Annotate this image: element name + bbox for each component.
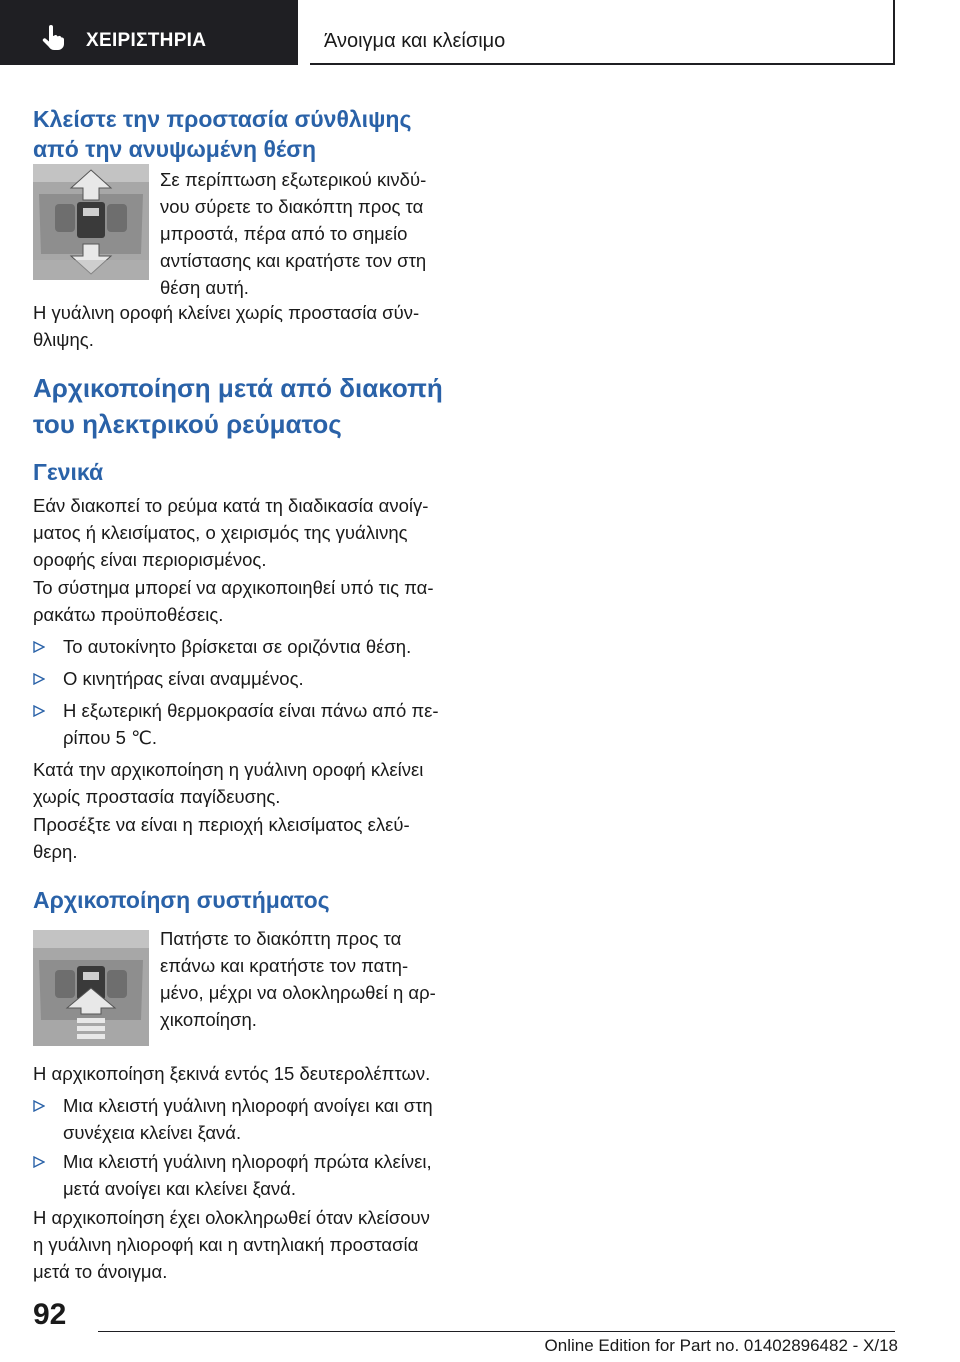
edition-text: Online Edition for Part no. 01402896482 - X/18 xyxy=(544,1336,898,1355)
subheading: Γενικά xyxy=(33,459,104,485)
paragraph: Η αρχικοποίηση ξεκινά εντός 15 δευτερολέπτων. xyxy=(33,1063,431,1084)
hand-pointer-icon xyxy=(40,25,66,51)
section-heading: Κλείστε την προστασία σύνθλιψης από την ανυψωμένη θέση xyxy=(33,106,412,162)
paragraph: Η γυάλινη οροφή κλείνει χωρίς προστασία σύν- θλιψης. xyxy=(33,302,420,350)
paragraph: Προσέξτε να είναι η περιοχή κλεισίματος ελεύ- θερη. xyxy=(33,814,410,862)
paragraph: Η αρχικοποίηση έχει ολοκληρωθεί όταν κλείσουν η γυάλινη ηλιοροφή και η αντηλιακή προστασία μετά το άνοιγμα. xyxy=(33,1207,430,1282)
paragraph: Το σύστημα μπορεί να αρχικοποιηθεί υπό τις πα- ρακάτω προϋποθέσεις. xyxy=(33,577,434,625)
section-tab xyxy=(0,0,298,65)
triangle-bullet-icon xyxy=(33,1156,45,1168)
triangle-bullet-icon xyxy=(33,705,45,717)
section-heading: Αρχικοποίηση μετά από διακοπή του ηλεκτρικού ρεύματος xyxy=(33,373,443,439)
page-number: 92 xyxy=(33,1298,67,1331)
triangle-bullet-icon xyxy=(33,1100,45,1112)
footer-divider xyxy=(98,1331,895,1332)
triangle-bullet-icon xyxy=(33,673,45,685)
figure-caption: Πατήστε το διακόπτη προς τα επάνω και κρατήστε τον πατη- μένο, μέχρι να ολοκληρωθεί η αρ- χικοποίηση. xyxy=(160,928,436,1030)
triangle-bullet-icon xyxy=(33,641,45,653)
section-label: ΧΕΙΡΙΣΤΗΡΙΑ xyxy=(86,30,207,51)
paragraph: Κατά την αρχικοποίηση η γυάλινη οροφή κλείνει χωρίς προστασία παγίδευσης. xyxy=(33,759,424,807)
section-heading: Αρχικοποίηση συστήματος xyxy=(33,887,330,913)
chapter-title-box xyxy=(310,0,895,65)
chapter-title: Άνοιγμα και κλείσιμο xyxy=(324,30,506,52)
switch-press-up-illustration xyxy=(33,930,149,1046)
figure-caption: Σε περίπτωση εξωτερικού κινδύ- νου σύρετε το διακόπτη προς τα μπροστά, πέρα από το σημείο αντίστασης και κρατήστε τον στη θέση αυτή. xyxy=(160,169,427,298)
paragraph: Εάν διακοπεί το ρεύμα κατά τη διαδικασία ανοίγ- ματος ή κλεισίματος, ο χειρισμός της γυάλινης οροφής είναι περιορισμένος. xyxy=(33,495,429,570)
switch-slide-forward-illustration xyxy=(33,164,149,280)
